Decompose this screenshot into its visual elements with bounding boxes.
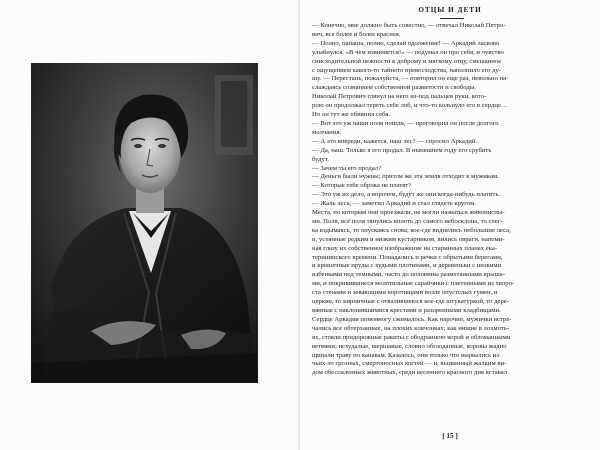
right-page bbox=[300, 0, 600, 450]
text-line: — А это впереди, кажется, наш лес? — спросил Аркадий. bbox=[312, 137, 478, 145]
text-line: — Это уж их дело, а впрочем, будут же они когда-нибудь платить. bbox=[312, 191, 501, 199]
text-line: с ощущением какого-то тайного превосходства, наполнило его ду- bbox=[312, 66, 502, 74]
text-line: — Вот это уж наши поля пошли, — проговорил он после долгого bbox=[312, 119, 499, 127]
text-line: ветвями; исхудалые, шершавые, словно обглоданные, коровы жадно bbox=[312, 342, 507, 350]
text-line: и крошечные пруды с худыми плотинами, и деревеньки с низкими bbox=[312, 262, 502, 270]
text-line: чались все обтерханные, на плохих клячонках; как нищие в лохмоть- bbox=[312, 324, 510, 332]
text-line: — Конечно, мне должно быть совестно, — отвечал Николай Петро- bbox=[312, 22, 506, 29]
text-line: Но он тут же обвинил себя. bbox=[312, 111, 391, 119]
text-line: терининского времени. Попадались и речки с обрытыми берегами, bbox=[312, 253, 503, 261]
text-line: Места, по которым они проезжали, не могли назваться живописны- bbox=[312, 209, 505, 217]
text-line: чьих-то грозных, смертоносных когтей — и, вызванный жалким ви- bbox=[312, 360, 507, 368]
text-line: ях, стояли придорожные ракиты с ободранною корой и обломанными bbox=[312, 333, 511, 341]
text-line: дом обессиленных животных, среди весеннего красного дня вставал bbox=[312, 369, 508, 377]
text-line: шу. — Перестань, пожалуйста, — повторил он еще раз, невольно на- bbox=[312, 75, 509, 83]
text-line: Николай Петрович глянул на него из-под пальцев руки, кото- bbox=[312, 93, 487, 101]
text-line: — Да, наш. Только я его продал. В нынешнем году его срубить bbox=[312, 146, 492, 154]
text-line: ная глазу их собственное изображение на старинных планах ека- bbox=[312, 244, 498, 252]
text-line: — Которые тебе оброка не платят? bbox=[312, 182, 412, 190]
text-line: ми, и покривившиеся молотильные сарайчики с плетенными из хворо- bbox=[312, 280, 515, 288]
text-line: снисходительной нежности к доброму и мягкому отцу, смешанное bbox=[312, 57, 502, 65]
header-rule bbox=[440, 18, 464, 19]
text-line: и, усеянные редким и низким кустарником, вились овраги, напоми- bbox=[312, 235, 505, 243]
body-text bbox=[312, 22, 580, 378]
text-line: ка вздымаясь, то опускаясь снова; кое-где виднелись небольшие леса, bbox=[312, 226, 511, 234]
text-line: улыбнулся. «В чем извиняется!» — подумал он про себя, и чувство bbox=[312, 48, 504, 56]
text-line: щипали траву по канавам. Казалось, они только что вырвались из bbox=[312, 351, 499, 359]
running-header: ОТЦЫ И ДЕТИ bbox=[418, 6, 482, 14]
text-line: будут. bbox=[312, 155, 329, 163]
text-line: ста стенами и зевающими воротищами возле опустелых гумен, и bbox=[312, 289, 498, 297]
text-line: — Деньги были нужны; притом же эта земля отходит к мужикам. bbox=[312, 173, 499, 181]
text-line: избенками под темными, часто до половины разметанными крыша- bbox=[312, 271, 505, 279]
text-line: вянные с наклонившимися крестами и разоренными кладбищами. bbox=[312, 307, 501, 314]
text-line: молчания. bbox=[312, 128, 342, 136]
text-line: Сердце Аркадия понемногу сжималось. Как нарочно, мужички встре- bbox=[312, 315, 512, 323]
text-line: слаждаясь сознанием собственной развитости и свободы. bbox=[312, 84, 476, 92]
text-line: церкви, то кирпичные с отвалившеюся кое-где штукатуркой, то дере- bbox=[312, 298, 510, 306]
text-line: вич, все более и более краснея. bbox=[312, 30, 401, 38]
text-line: — Полно, папаша, полно, сделай одолжение! — Аркадий ласково bbox=[312, 39, 500, 47]
text-line: ми. Поля, всё поля тянулись вплоть до самого небосклона, то слег- bbox=[312, 217, 503, 225]
text-line: — Жаль леса, — заметил Аркадий и стал глядеть кругом. bbox=[312, 200, 476, 208]
text-line: — Зачем ты его продал? bbox=[312, 164, 382, 172]
text-line: рою он продолжал тереть себе лоб, и что-то кольнуло его в сердце… bbox=[312, 102, 508, 110]
portrait-icon bbox=[31, 63, 258, 383]
page-number: [ 15 ] bbox=[442, 432, 458, 440]
